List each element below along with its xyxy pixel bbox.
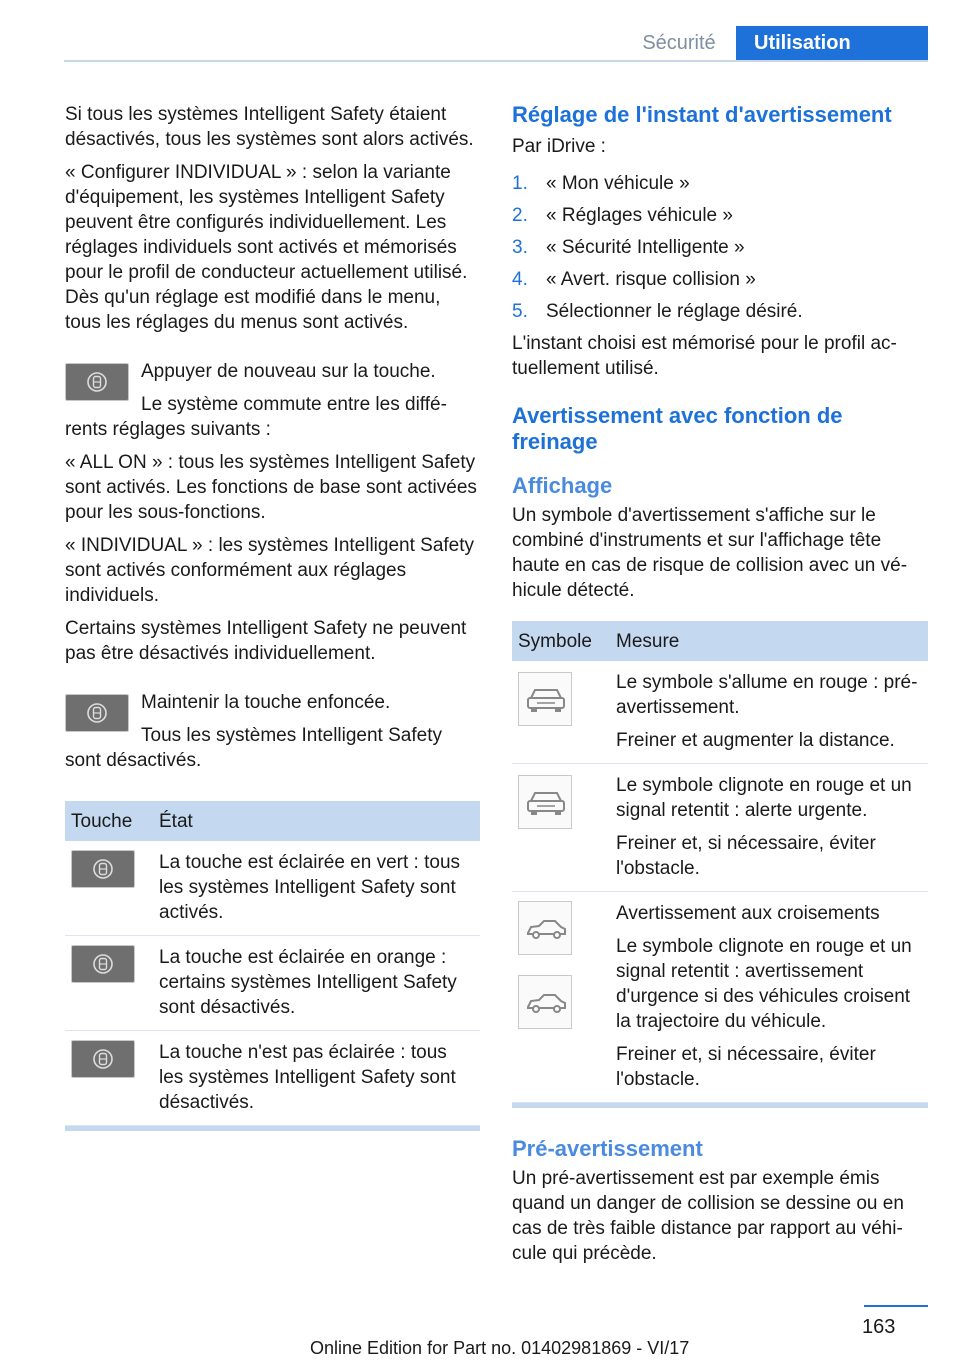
table-cell: Freiner et augmenter la distance. bbox=[616, 730, 895, 751]
table-row bbox=[512, 661, 928, 764]
table-end-rule bbox=[65, 1126, 480, 1131]
paragraph: « INDIVIDUAL » : les systèmes Intelligent Safety sont activés conformément aux réglages individuels. bbox=[65, 535, 475, 606]
footer-rule bbox=[864, 1305, 928, 1307]
car-rear-icon bbox=[518, 672, 572, 726]
safety-button-icon bbox=[65, 363, 129, 401]
table-cell: Le symbole clignote en rouge et un signal retentit : avertissement d'urgence si des véhicules croisent la trajectoire du véhicule. bbox=[616, 936, 912, 1032]
table-row bbox=[65, 841, 480, 936]
list-item: 3. « Sécurité Intelligente » bbox=[512, 237, 745, 258]
paragraph: Appuyer de nouveau sur la touche. bbox=[141, 361, 436, 382]
subsection-heading: Affichage bbox=[512, 473, 613, 498]
right-column bbox=[512, 102, 928, 1274]
subsection-heading: Pré-avertissement bbox=[512, 1136, 703, 1161]
table-row bbox=[512, 764, 928, 892]
paragraph: « Configurer INDIVIDUAL » : selon la variante d'équipement, les systèmes Intelligent Safety peuvent être configurés individuellement. Les réglages individuels sont activés et mémorisés pour le profil de conducteur actuellement utilisé. Dès qu'un réglage est modifié dans le menu, tous les réglages du menus sont activés. bbox=[65, 162, 468, 333]
key-state-table bbox=[65, 801, 480, 1126]
table-row bbox=[65, 1031, 480, 1126]
list-item: 1. « Mon véhicule » bbox=[512, 173, 690, 194]
paragraph: Si tous les systèmes Intelligent Safety étaient désactivés, tous les systèmes sont alors activés. bbox=[65, 104, 474, 150]
table-cell: Avertissement aux croisements bbox=[616, 903, 880, 924]
table-cell: Freiner et, si nécessaire, éviter l'obstacle. bbox=[616, 833, 876, 879]
table-cell: La touche est éclairée en orange : certains systèmes Intelligent Safety sont désactivés. bbox=[159, 947, 457, 1018]
edition-footer: Online Edition for Part no. 01402981869 - VI/17 bbox=[310, 1338, 690, 1358]
tab-securite[interactable]: Sécurité bbox=[642, 32, 716, 54]
paragraph: « ALL ON » : tous les systèmes Intelligent Safety sont activés. Les fonctions de base sont activées pour les sous-fonctions. bbox=[65, 452, 477, 523]
key-hold-block bbox=[65, 690, 480, 781]
tab-utilisation[interactable]: Utilisation bbox=[736, 26, 928, 62]
safety-button-icon bbox=[65, 694, 129, 732]
list-item: 2. « Réglages véhicule » bbox=[512, 205, 733, 226]
paragraph: Le système commute entre les différents réglages suivants : bbox=[65, 394, 447, 440]
table-end-rule bbox=[512, 1103, 928, 1108]
car-side-icon bbox=[518, 901, 572, 955]
safety-button-icon bbox=[71, 1040, 135, 1078]
symbol-table bbox=[512, 621, 928, 1103]
table-row bbox=[65, 936, 480, 1031]
section-heading: Réglage de l'instant d'avertissement bbox=[512, 102, 892, 127]
list-item: 4. « Avert. risque collision » bbox=[512, 269, 756, 290]
paragraph: Un symbole d'avertissement s'affiche sur le combiné d'instruments et sur l'affichage tête haute en cas de risque de collision avec un véhicule détecté. bbox=[512, 505, 908, 601]
table-row bbox=[512, 892, 928, 1103]
safety-button-icon bbox=[71, 850, 135, 888]
car-rear-icon bbox=[518, 775, 572, 829]
left-column bbox=[65, 102, 480, 1131]
table-cell: Le symbole clignote en rouge et un signal retentit : alerte urgente. bbox=[616, 775, 912, 821]
paragraph: L'instant choisi est mémorisé pour le profil actuellement utilisé. bbox=[512, 333, 897, 379]
page-header bbox=[0, 0, 960, 62]
safety-button-icon bbox=[71, 945, 135, 983]
table-header: État bbox=[153, 801, 480, 841]
key-press-block bbox=[65, 359, 480, 450]
steps-list bbox=[512, 171, 928, 324]
table-cell: La touche est éclairée en vert : tous les systèmes Intelligent Safety sont activés. bbox=[159, 852, 461, 923]
table-cell: Freiner et, si nécessaire, éviter l'obstacle. bbox=[616, 1044, 876, 1090]
paragraph: Par iDrive : bbox=[512, 136, 606, 157]
paragraph: Maintenir la touche enfoncée. bbox=[141, 692, 391, 713]
section-heading: Avertissement avec fonction de freinage bbox=[512, 403, 843, 454]
paragraph: Tous les systèmes Intelligent Safety sont désactivés. bbox=[65, 725, 442, 771]
car-side-icon bbox=[518, 975, 572, 1029]
page-number: 163 bbox=[862, 1316, 896, 1338]
table-cell: La touche n'est pas éclairée : tous les systèmes Intelligent Safety sont désactivés. bbox=[159, 1042, 456, 1113]
table-header: Mesure bbox=[610, 621, 928, 661]
paragraph: Certains systèmes Intelligent Safety ne peuvent pas être désactivés individuellement. bbox=[65, 618, 467, 664]
table-header: Touche bbox=[65, 801, 153, 841]
paragraph: Un pré-avertissement est par exemple émis quand un danger de collision se dessine ou en cas de très faible distance par rapport au véhicule qui précède. bbox=[512, 1168, 904, 1264]
table-header: Symbole bbox=[512, 621, 610, 661]
table-cell: Le symbole s'allume en rouge : pré-avertissement. bbox=[616, 672, 918, 718]
header-rule bbox=[64, 60, 928, 62]
list-item: 5. Sélectionner le réglage désiré. bbox=[512, 301, 803, 322]
